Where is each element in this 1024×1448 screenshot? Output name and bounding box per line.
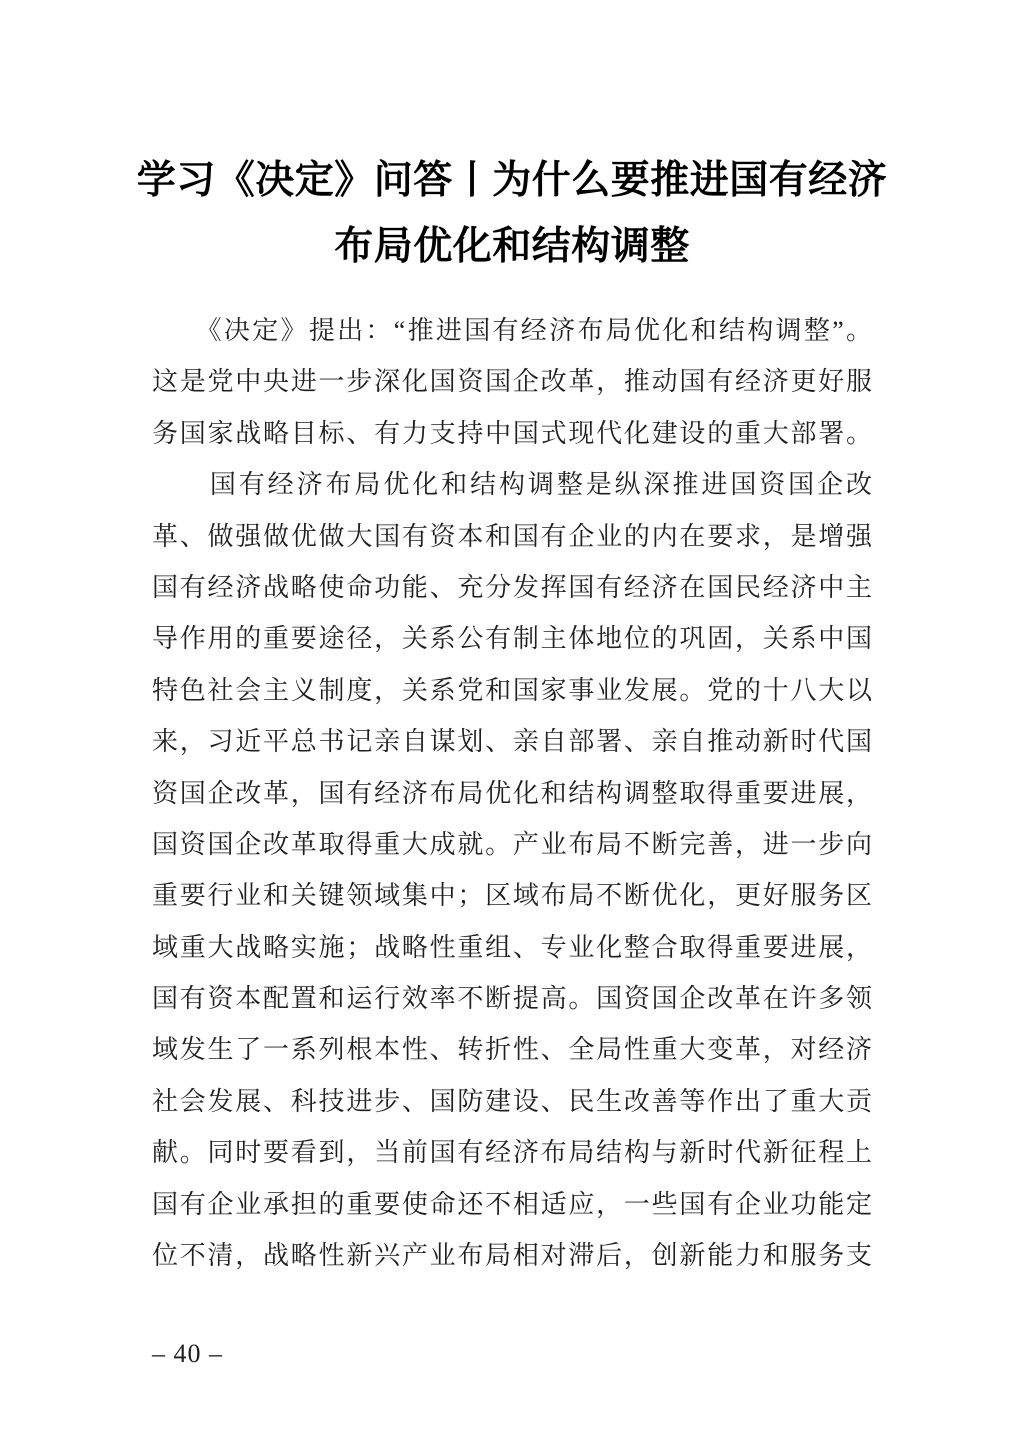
paragraph-intro xyxy=(152,305,872,459)
text-line: 特色社会主义制度，关系党和国家事业发展。党的十八大以 xyxy=(152,675,872,705)
text-line: 域发生了一系列根本性、转折性、全局性重大变革，对经济 xyxy=(152,1035,872,1065)
paragraph-main xyxy=(152,459,872,1281)
page-number: – 40 – xyxy=(152,1339,223,1368)
text-line: 社会发展、科技进步、国防建设、民生改善等作出了重大贡 xyxy=(152,1086,872,1116)
text-line: 这是党中央进一步深化国资国企改革，推动国有经济更好服 xyxy=(152,367,872,397)
text-line: 国资国企改革取得重大成就。产业布局不断完善，进一步向 xyxy=(152,829,872,859)
text-line: 务国家战略目标、有力支持中国式现代化建设的重大部署。 xyxy=(152,418,872,448)
text-line: 国有资本配置和运行效率不断提高。国资国企改革在许多领 xyxy=(152,984,872,1014)
text-line: 国有经济布局优化和结构调整是纵深推进国资国企改 xyxy=(152,470,872,500)
text-line: 献。同时要看到，当前国有经济布局结构与新时代新征程上 xyxy=(152,1138,872,1168)
document-title xyxy=(0,148,1024,280)
text-line: 《决定》提出：“推进国有经济布局优化和结构调整”。 xyxy=(152,316,872,345)
text-line: 域重大战略实施；战略性重组、专业化整合取得重要进展， xyxy=(152,932,872,962)
text-line: 来，习近平总书记亲自谋划、亲自部署、亲自推动新时代国 xyxy=(152,727,872,757)
document-body xyxy=(152,305,872,1281)
text-line: 位不清，战略性新兴产业布局相对滞后，创新能力和服务支 xyxy=(152,1241,872,1271)
text-line: 资国企改革，国有经济布局优化和结构调整取得重要进展， xyxy=(152,778,872,808)
text-line: 革、做强做优做大国有资本和国有企业的内在要求，是增强 xyxy=(152,521,872,551)
text-line: 导作用的重要途径，关系公有制主体地位的巩固，关系中国 xyxy=(152,624,872,654)
title-line-1: 学习《决定》问答丨为什么要推进国有经济 xyxy=(136,159,888,202)
text-line: 国有经济战略使命功能、充分发挥国有经济在国民经济中主 xyxy=(152,572,872,602)
text-line: 重要行业和关键领域集中；区域布局不断优化，更好服务区 xyxy=(152,881,872,911)
title-line-2: 布局优化和结构调整 xyxy=(334,225,690,268)
text-line: 国有企业承担的重要使命还不相适应，一些国有企业功能定 xyxy=(152,1189,872,1219)
